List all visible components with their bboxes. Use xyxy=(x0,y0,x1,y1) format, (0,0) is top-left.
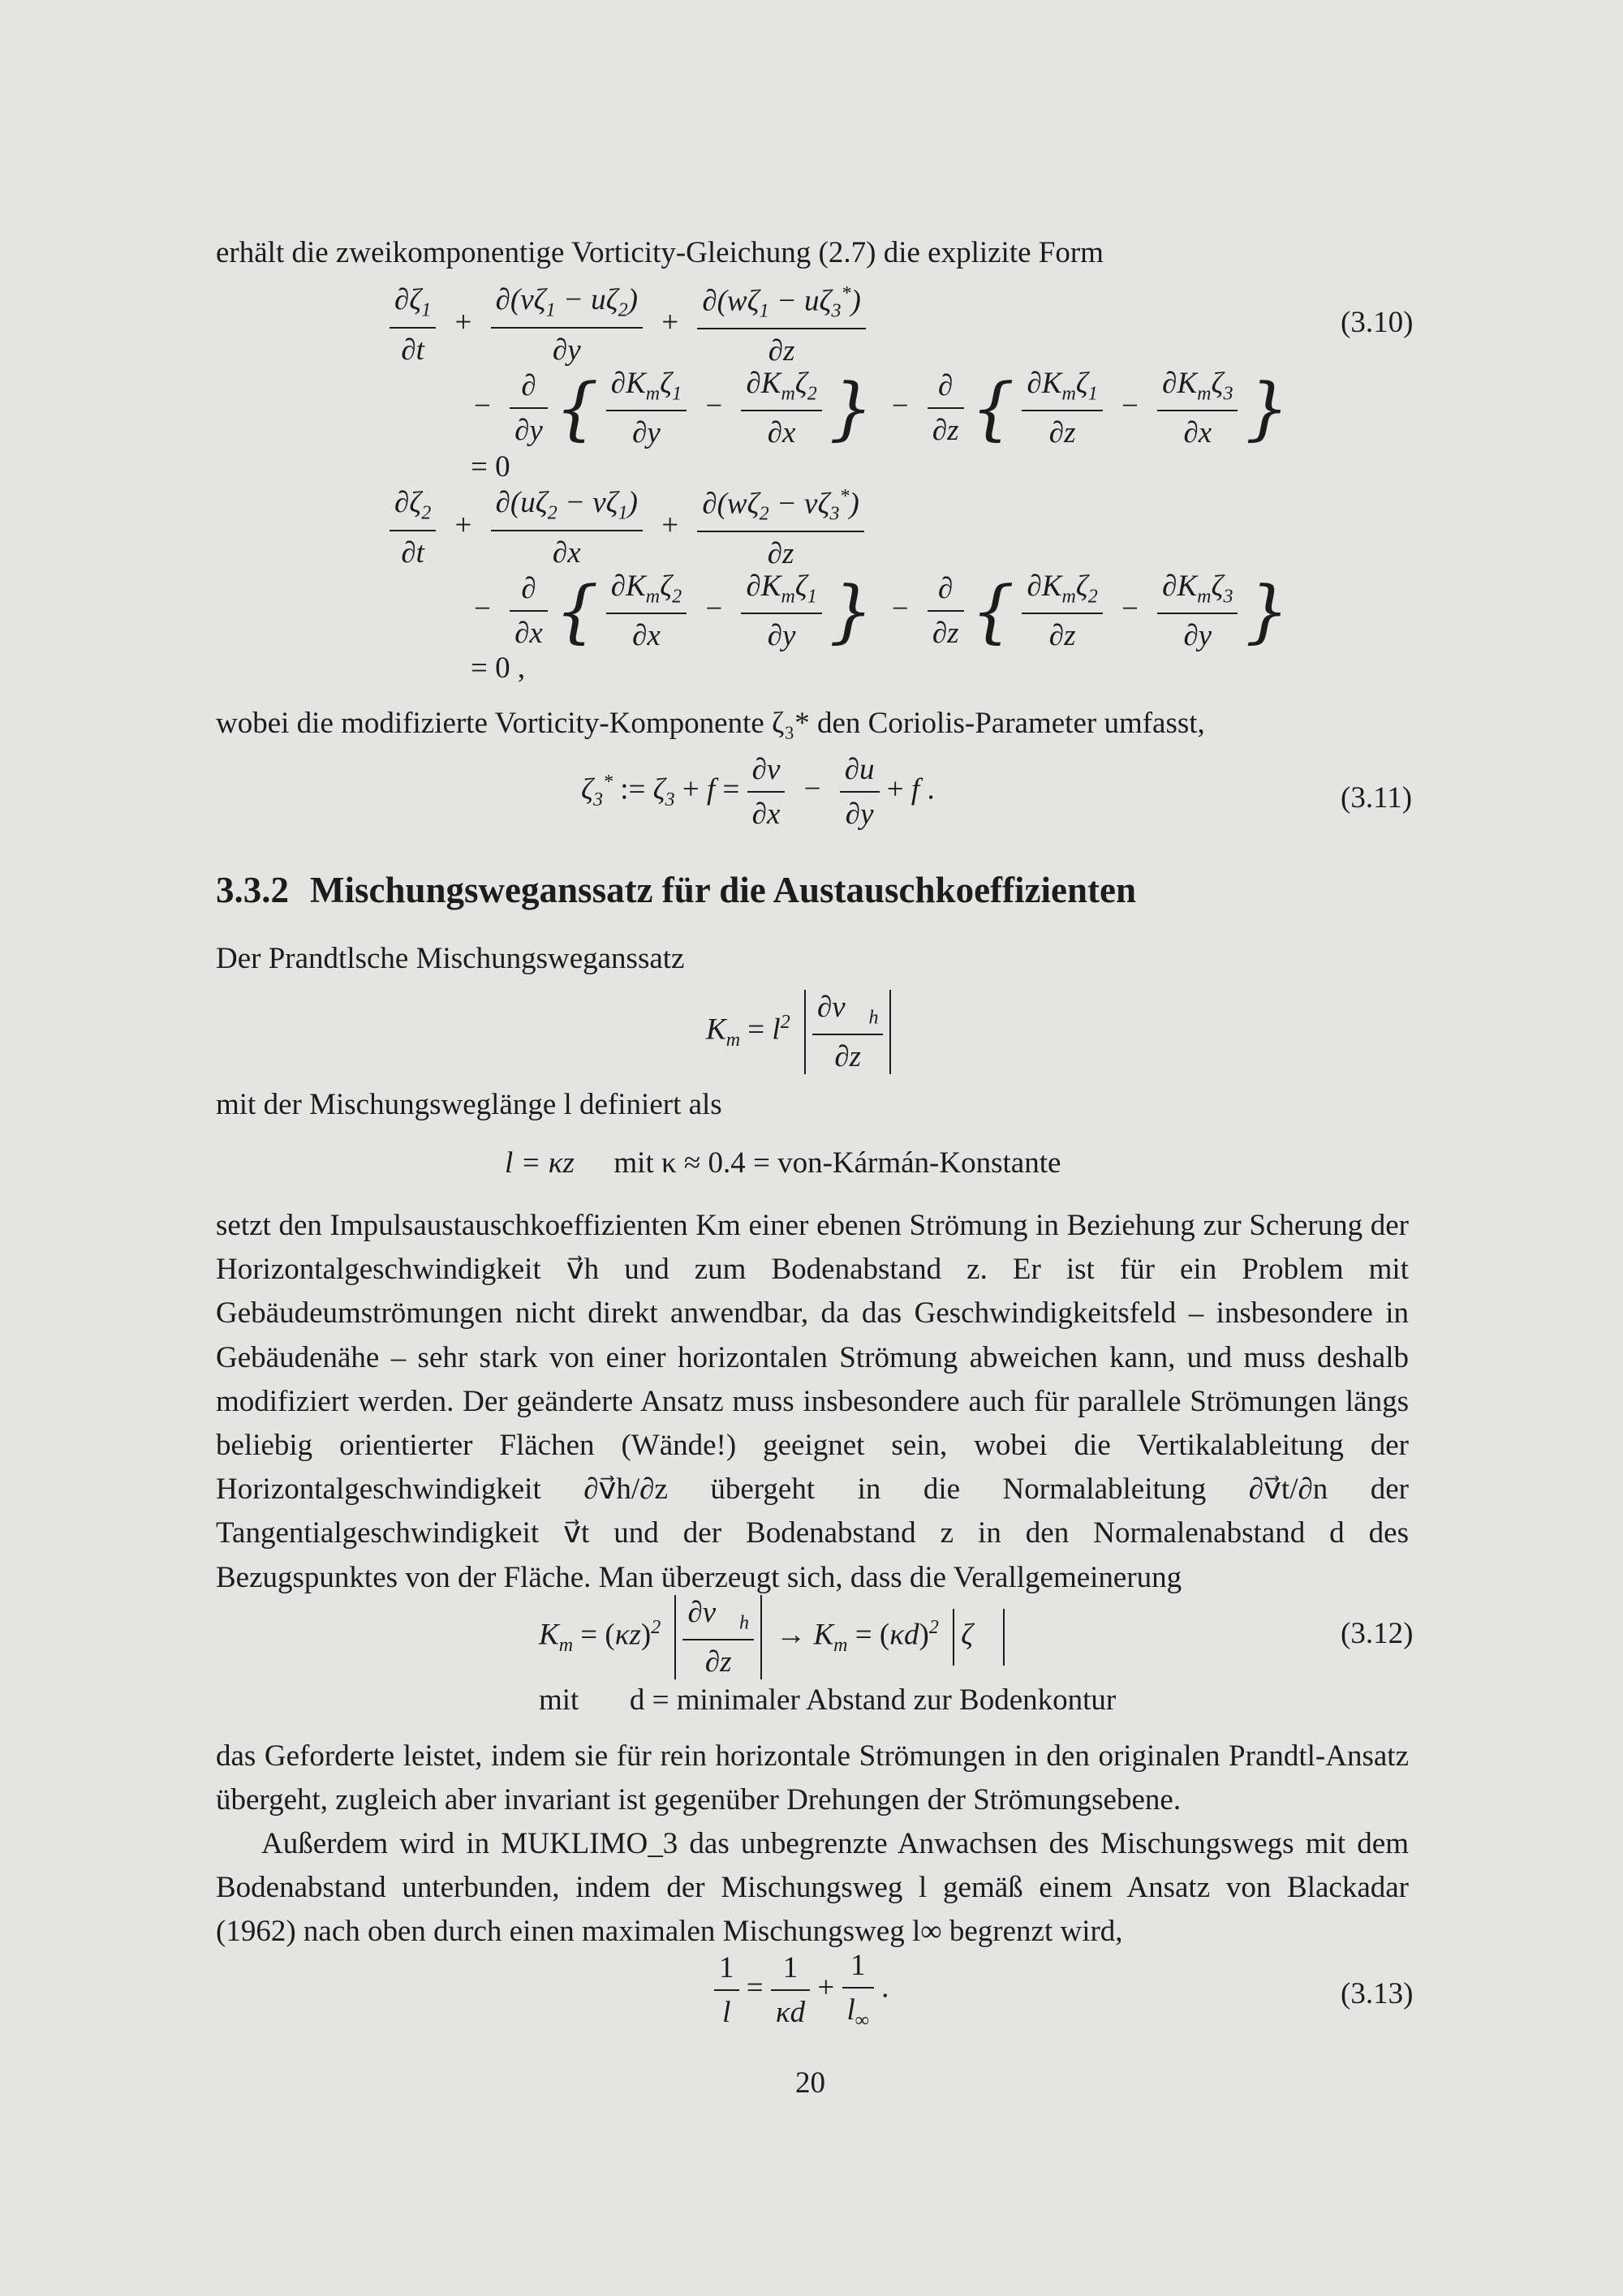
paragraph-3: Außerdem wird in MUKLIMO_3 das unbegrenzte Anwachsen des Mischungswegs mit dem Bodenabstand unterbunden, indem der Mischungsweg l gemäß einem Ansatz von Blackadar (1962) nach oben durch einen maximalen Mischungsweg l∞ begrenzt wird, xyxy=(216,1827,1409,1949)
page-number: 20 xyxy=(795,2066,825,2100)
prandtl-equation: $K_m = l^2$ $\frac{\partial v⃗_h}{\partial z}$ xyxy=(706,990,898,1074)
prandtl-intro: Der Prandtlsche Mischungsweganssatz xyxy=(216,942,685,975)
equation-3-12: $K_m = (\kappa z)^2$ $\frac{\partial v⃗_h}{\partial z}$ → $K_m = (\kappa d)^2$ ζ⃗ xyxy=(539,1595,1011,1679)
mixing-length-equation xyxy=(505,1146,1061,1180)
equation-3-13: $\frac{1}{l}$ = $\frac{1}{\kappa d}$ + $\frac{1}{l_\infty}$ . xyxy=(714,1950,889,2030)
intro-line: erhält die zweikomponentige Vorticity-Gleichung (2.7) die explizite Form xyxy=(216,236,1104,269)
equation-3-10: $\frac{\partial\zeta_1}{\partial t}$ + $\frac{\partial(v\zeta_1 - u\zeta_2)}{\partial y}$ + $\frac{\partial(w\zeta_1 - u\zeta_3^*)}{\partial z}$ − $\frac{\partial}{\partial y}$ { $\frac{\partial K_m\zeta_1}{\partial y}$ − $\frac{\partial K_m\zeta_2}{\partial x}$ } − $\frac{\partial}{\partial z}$ { $\frac{\partial K_m\zeta_1}{\partial z}$ − $\frac{\partial K_m\zeta_3}{\partial x}$ } = 0 $\frac{\partial\zeta_2}{\partial t}$ + $\frac{\partial(u\zeta_2 - v\zeta_1)}{\partial x}$ + $\frac{\partial(w\zeta_2 - v\zeta_3^*)}{\partial z}$ − $\frac{\partial}{\partial x}$ { $\frac{\partial K_m\zeta_2}{\partial x}$ − $\frac{\partial K_m\zeta_1}{\partial y}$ } − $\frac{\partial}{\partial z}$ { $\frac{\partial K_m\zeta_2}{\partial z}$ − $\frac{\partial K_m\zeta_3}{\partial y}$ } = 0 , xyxy=(390,284,1298,681)
section-title: Mischungsweganssatz für die Austauschkoeffizienten xyxy=(310,870,1136,910)
equation-number-3-12: (3.12) xyxy=(1341,1617,1414,1650)
mixing-length-constant: mit κ ≈ 0.4 = von-Kármán-Konstante xyxy=(613,1146,1061,1180)
paragraph-1: setzt den Impulsaustauschkoeffizienten Km einer ebenen Strömung in Beziehung zur Scherung der Horizontalgeschwindigkeit v⃗h und zum Bodenabstand z. Er ist für ein Problem mit Gebäudeumströmungen nicht direkt anwendbar, da das Geschwindigkeitsfeld – insbesondere in Gebäudenähe – sehr stark von einer horizontalen Strömung abweichen kann, und muss deshalb modifiziert werden. Der geänderte Ansatz muss insbesondere auch für parallele Strömungen längs beliebig orientierter Flächen (Wände!) geeignet sein, wobei die Vertikalableitung der Horizontalgeschwindigkeit ∂v⃗h/∂z übergeht in die Normalableitung ∂v⃗t/∂n der Tangentialgeschwindigkeit v⃗t und der Bodenabstand z in den Normalenabstand d des Bezugspunktes von der Fläche. Man überzeugt sich, dass die Verallgemeinerung xyxy=(216,1209,1409,1594)
equation-number-3-11: (3.11) xyxy=(1341,781,1413,815)
equation-3-12-condition xyxy=(539,1683,1116,1718)
paragraph-2: das Geforderte leistet, indem sie für rein horizontale Strömungen in den originalen Prandtl-Ansatz übergeht, zugleich aber invariant ist gegenüber Drehungen der Strömungsebene. xyxy=(216,1739,1409,1817)
mixing-length-lhs: l = κz xyxy=(505,1146,575,1180)
mixing-length-intro: mit der Mischungsweglänge l definiert als xyxy=(216,1088,722,1121)
section-heading xyxy=(216,869,1136,911)
equation-number-3-10: (3.10) xyxy=(1341,306,1414,339)
equation-3-11: $\zeta_3^*$ := $\zeta_3 + f$ = $\frac{\partial v}{\partial x}$ − $\frac{\partial u}{\partial y}$ + f . xyxy=(581,753,935,831)
vorticity-sentence: wobei die modifizierte Vorticity-Komponente ζ₃* den Coriolis-Parameter umfasst, xyxy=(216,707,1205,740)
mit-text: d = minimaler Abstand zur Bodenkontur xyxy=(629,1683,1117,1717)
mit-label: mit xyxy=(539,1683,579,1717)
section-number: 3.3.2 xyxy=(216,870,289,910)
equation-number-3-13: (3.13) xyxy=(1341,1977,1414,2010)
